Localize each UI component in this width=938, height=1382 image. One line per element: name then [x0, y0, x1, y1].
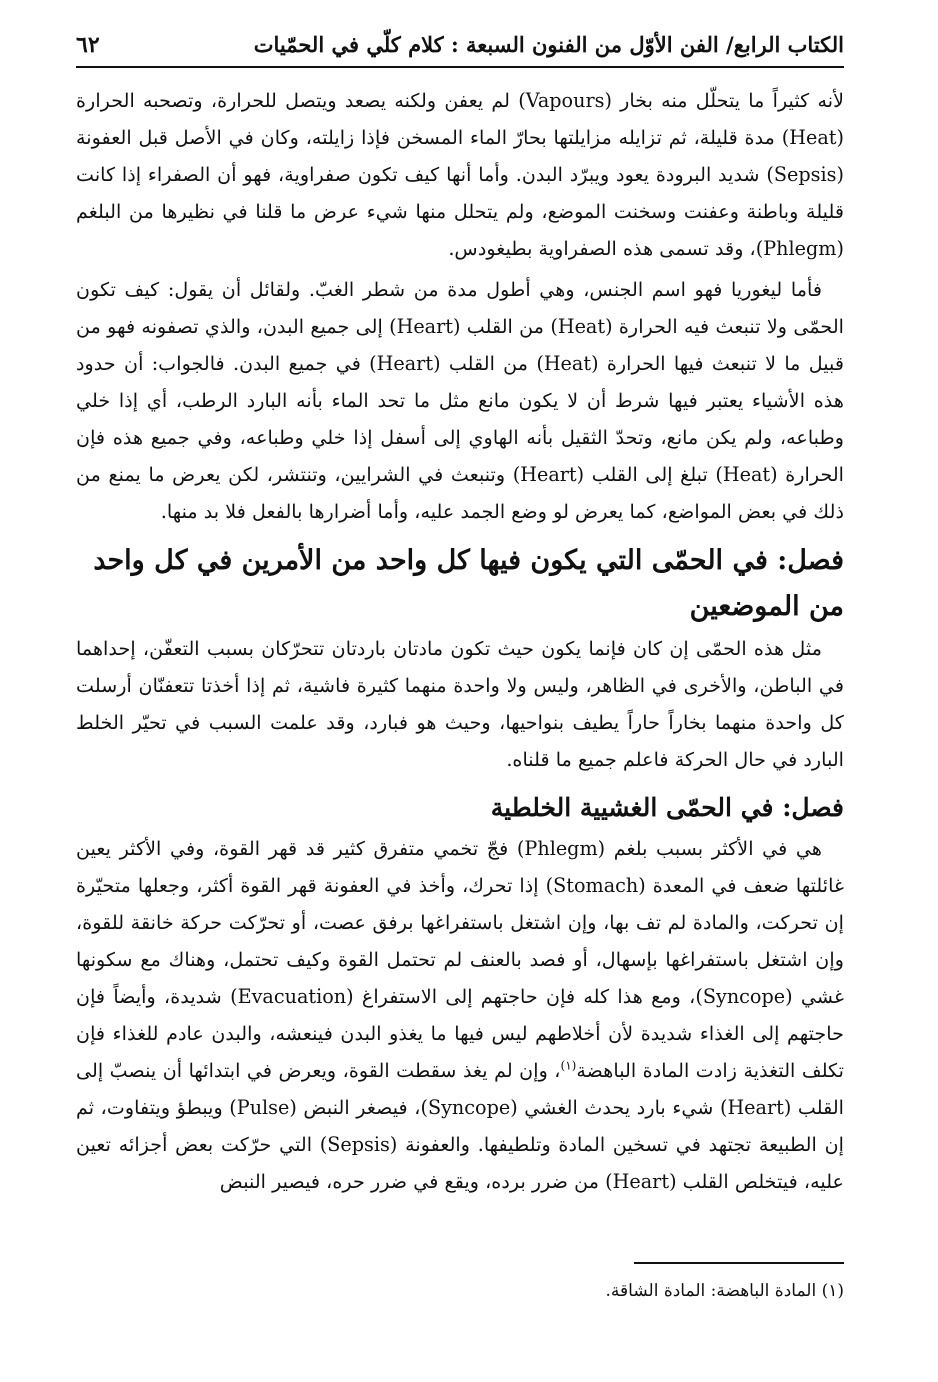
paragraph-4-text-a: هي في الأكثر بسبب بلغم (Phlegm) فجّ تخمي متفرق كثير قد قهر القوة، وفي الأكثر يعين غائلتها ضعف في المعدة (Stomach) إذا تحرك، وأخذ في العفونة قهر القوة أكثر، وجعلها متحيّرة إن تحركت، والمادة لم تف بها، وإن اشتغل باستفراغها برفق عصت، أو تحرّكت حركة خانقة للقوة، وإن اشتغل باستفراغها بإسهال، أو فصد بالعنف لم تحتمل القوة وكيف تحتمل، وهناك مع سكونها غشي (Syncope)، ومع هذا كله فإن حاجتهم إلى الاستفراغ (Evacuation) شديدة، وأيضاً فإن حاجتهم إلى الغذاء شديدة لأن أخلاطهم ليس فيها ما يغذو البدن فينعشه، والبدن عادم للغذاء فإن تكلف التغذية زادت المادة الباهضة: [76, 837, 845, 1082]
page-header: [76, 30, 844, 68]
footnote-reference[interactable]: (١): [560, 1058, 577, 1073]
paragraph-4: [76, 830, 844, 1200]
section-heading-2: فصل: في الحمّى الغشيية الخلطية: [490, 793, 844, 822]
footnotes: [76, 1262, 844, 1306]
paragraph-2: فأما ليغوريا فهو اسم الجنس، وهي أطول مدة من شطر الغبّ. ولقائل أن يقول: كيف تكون الحمّى ولا تنبعث فيه الحرارة (Heat) من القلب (Heart) إلى جميع البدن، والذي تصفونه فهو من قبيل ما لا تنبعث فيها الحرارة (Heat) من القلب (Heart) في جميع البدن. فالجواب: أن حدود هذه الأشياء يعتبر فيها شرط أن لا يكون مانع مثل ما تحد الماء بأنه البارد الرطب، أي إذا خلي وطباعه، ولم يكن مانع، وتحدّ الثقيل بأنه الهاوي إلى أسفل إذا خلي وطباعه، وفي جميع هذه فإن الحرارة (Heat) تبلغ إلى القلب (Heart) وتنبعث في الشرايين، وتنتشر، لكن يعرض ما يمنع من ذلك في بعض المواضع، كما يعرض لو وضع الجمد عليه، وأما أضرارها بالفعل فلا بد منها.: [76, 278, 845, 523]
footnote-divider: [634, 1262, 844, 1264]
page-number: ٦٢: [76, 32, 100, 58]
running-title: الكتاب الرابع/ الفن الأوّل من الفنون السبعة : كلام كلّي في الحمّيات: [253, 32, 844, 57]
paragraph-3: مثل هذه الحمّى إن كان فإنما يكون حيث تكون مادتان باردتان تتحرّكان بسبب التعفّن، إحداهما في الباطن، والأخرى في الظاهر، وليس ولا واحدة منهما كثيرة فاشية، ثم إذا أخذتا تتعفنّان أرسلت كل واحدة منهما بخاراً حاراً يطيف بنواحيها، وحيث هو فبارد، وقد علمت السبب في تحيّر الخلط البارد في حال الحركة فاعلم جميع ما قلناه.: [76, 637, 844, 771]
section-heading-1: فصل: في الحمّى التي يكون فيها كل واحد من الأمرين في كل واحد من الموضعين: [93, 545, 844, 622]
paragraph-4-text-b: ، وإن لم يغذ سقطت القوة، ويعرض في ابتدائها أن ينصبّ إلى القلب (Heart) شيء بارد يحدث الغشي (Syncope)، فيصغر النبض (Pulse) ويبطؤ ويتفاوت، ثم إن الطبيعة تجتهد في تسخين المادة وتلطيفها. والعفونة (Sepsis) التي حرّكت بعض أجزائه تعين عليه، فيتخلص القلب (Heart) من ضرر برده، ويقع في ضرر حره، فيصير النبض: [76, 1059, 844, 1193]
paragraph-1: لأنه كثيراً ما يتحلّل منه بخار (Vapours) لم يعفن ولكنه يصعد ويتصل للحرارة، وتصحبه الحرارة (Heat) مدة قليلة، ثم تزايله مزايلتها بحارّ الماء المسخن فإذا زايلته، وكان في الأصل قبل العفونة (Sepsis) شديد البرودة يعود ويبرّد البدن. وأما أنها كيف تكون صفراوية، فهو أن الصفراء إذا كانت قليلة وباطنة وعفنت وسخنت الموضع، ولم يتحلل منها شيء عرض ما قلنا في نظيرها من البلغم (Phlegm)، وقد تسمى هذه الصفراوية بطيغودس.: [76, 89, 845, 260]
footnote-1: (١) المادة الباهضة: المادة الشاقة.: [605, 1281, 844, 1301]
page-body: [76, 82, 844, 1200]
